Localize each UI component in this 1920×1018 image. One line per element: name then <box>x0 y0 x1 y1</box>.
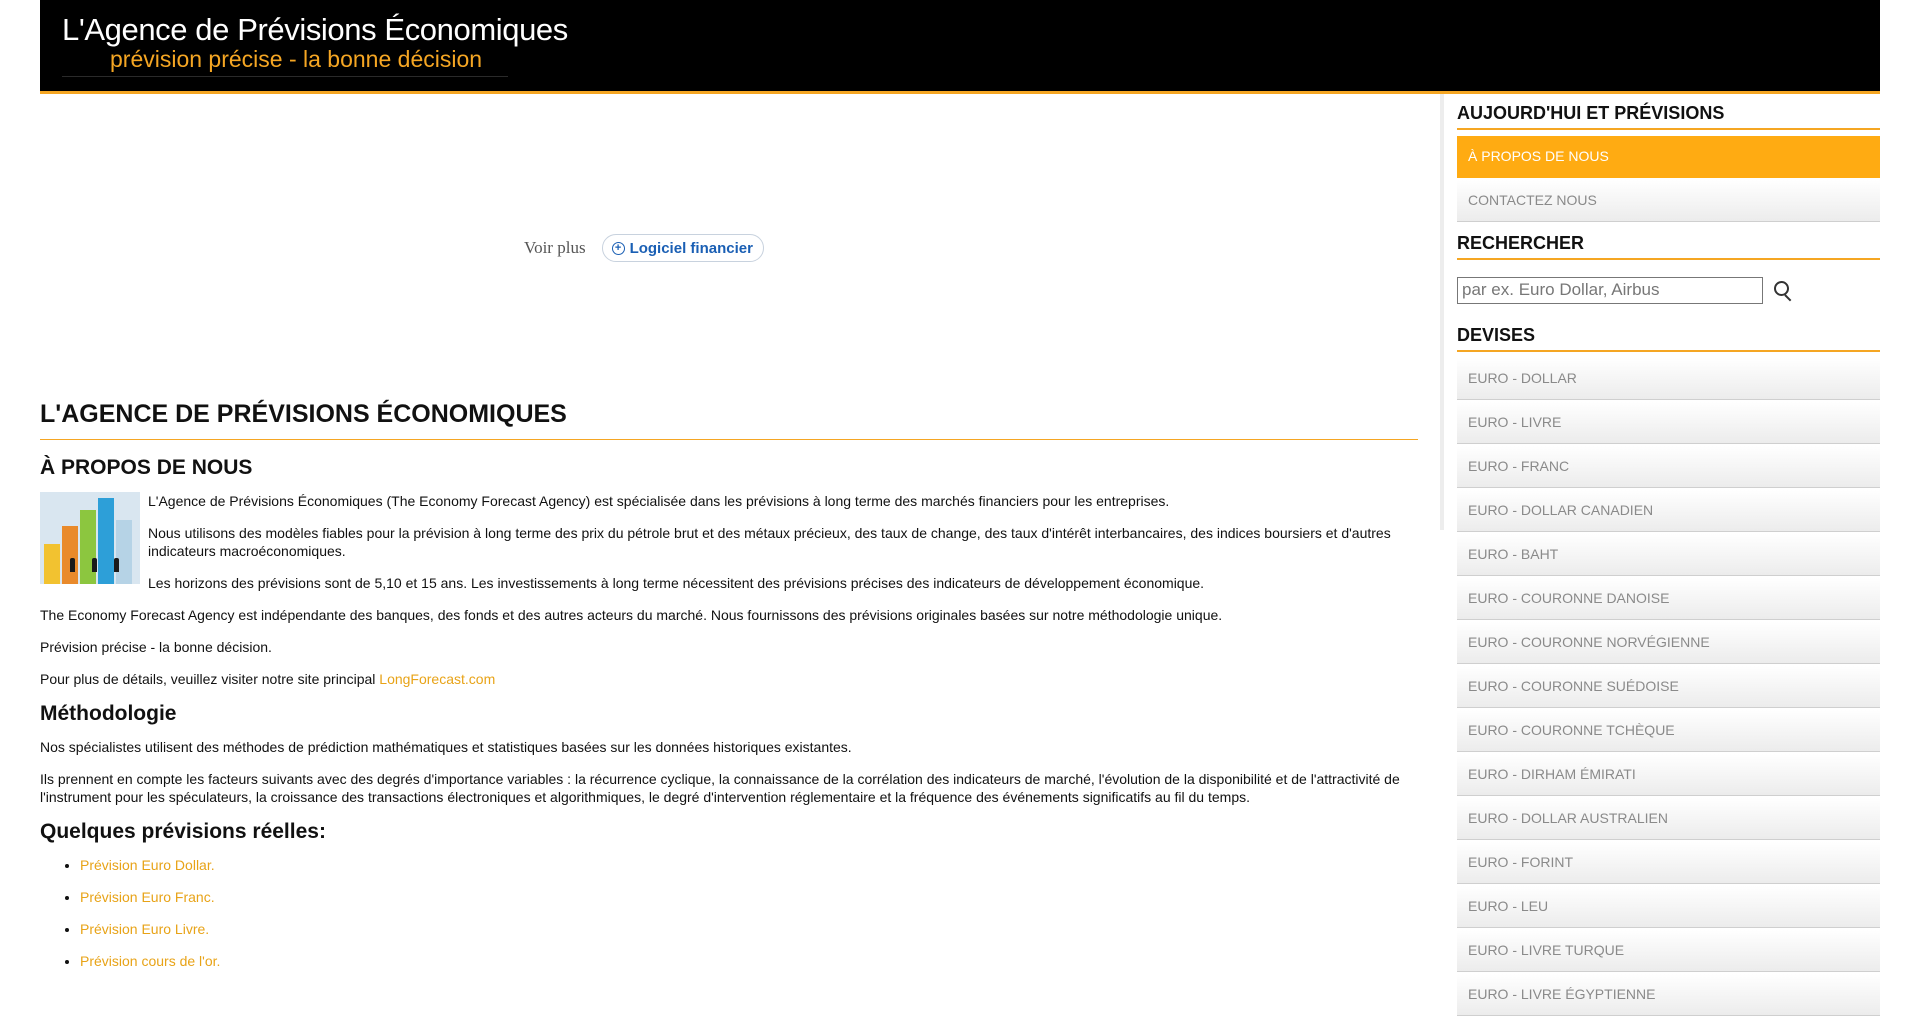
currency-item-euro-dollar[interactable]: EURO - DOLLAR <box>1457 358 1880 400</box>
image-person <box>70 558 75 572</box>
currency-item-euro-livre[interactable]: EURO - LIVRE <box>1457 402 1880 444</box>
list-item <box>80 888 1418 906</box>
about-heading: À PROPOS DE NOUS <box>40 456 253 479</box>
site-logo[interactable] <box>62 12 568 77</box>
image-person <box>114 558 119 572</box>
longforecast-link[interactable]: LongForecast.com <box>379 671 496 687</box>
currency-item-euro-dollar-australien[interactable]: EURO - DOLLAR AUSTRALIEN <box>1457 798 1880 840</box>
forecasts-heading: Quelques prévisions réelles: <box>40 820 326 843</box>
image-bar <box>98 498 114 584</box>
forecast-link-euro-dollar[interactable]: Prévision Euro Dollar. <box>80 857 215 873</box>
site-header <box>40 0 1880 94</box>
list-item <box>80 952 1418 970</box>
methodology-paragraph: Ils prennent en compte les facteurs suivants avec des degrés d'importance variables : la récurrence cyclique, la connaissance de la corrélation des indicateurs de marché, l'évolution de la disponibilité et de l'attractivité de l'instrument pour les spéculateurs, la croissance des transactions électroniques et algorithmiques, le degré d'intervention réglementaire et la fréquence des événements significatifs au fil du temps. <box>40 771 1400 805</box>
promo-label: Voir plus <box>524 238 586 257</box>
search-box <box>1457 268 1880 312</box>
currency-item-euro-couronne-norvegienne[interactable]: EURO - COURONNE NORVÉGIENNE <box>1457 622 1880 664</box>
ad-promo <box>524 234 764 262</box>
financial-software-button[interactable] <box>602 234 764 262</box>
currency-item-euro-livre-egyptienne[interactable]: EURO - LIVRE ÉGYPTIENNE <box>1457 974 1880 1016</box>
sidebar <box>1457 94 1880 1018</box>
details-paragraph <box>40 670 1418 688</box>
currency-item-euro-forint[interactable]: EURO - FORINT <box>1457 842 1880 884</box>
logo-tagline: prévision précise - la bonne décision <box>110 46 483 72</box>
forecast-link-euro-livre[interactable]: Prévision Euro Livre. <box>80 921 210 937</box>
magnifier-icon[interactable] <box>1773 280 1793 300</box>
details-text: Pour plus de détails, veuillez visiter notre site principal <box>40 671 380 687</box>
about-paragraph: The Economy Forecast Agency est indépendante des banques, des fonds et des autres acteurs du marché. Nous fournissons des prévisions originales basées sur notre méthodologie unique. <box>40 607 1223 623</box>
today-heading: AUJOURD'HUI ET PRÉVISIONS <box>1457 94 1880 130</box>
currency-item-euro-livre-turque[interactable]: EURO - LIVRE TURQUE <box>1457 930 1880 972</box>
currency-item-euro-couronne-danoise[interactable]: EURO - COURONNE DANOISE <box>1457 578 1880 620</box>
currency-item-euro-dollar-canadien[interactable]: EURO - DOLLAR CANADIEN <box>1457 490 1880 532</box>
currencies-heading: DEVISES <box>1457 316 1880 352</box>
currency-list <box>1457 358 1880 1016</box>
image-bar <box>44 544 60 584</box>
sidebar-item-contact[interactable]: CONTACTEZ NOUS <box>1457 180 1880 222</box>
forecast-link-euro-franc[interactable]: Prévision Euro Franc. <box>80 889 215 905</box>
about-paragraph: Prévision précise - la bonne décision. <box>40 639 272 655</box>
image-bar <box>116 520 132 584</box>
list-item <box>80 856 1418 874</box>
search-input[interactable] <box>1457 277 1763 304</box>
methodology-paragraph: Nos spécialistes utilisent des méthodes de prédiction mathématiques et statistiques basées sur les données historiques existantes. <box>40 739 852 755</box>
sidebar-nav <box>1457 136 1880 222</box>
currency-item-euro-franc[interactable]: EURO - FRANC <box>1457 446 1880 488</box>
image-bar <box>80 510 96 584</box>
currency-item-euro-couronne-tcheque[interactable]: EURO - COURONNE TCHÈQUE <box>1457 710 1880 752</box>
about-paragraph: Les horizons des prévisions sont de 5,10 et 15 ans. Les investissements à long terme nécessitent des prévisions précises des indicateurs de développement économique. <box>148 575 1205 591</box>
search-heading: RECHERCHER <box>1457 224 1880 260</box>
list-item <box>80 920 1418 938</box>
forecast-link-gold[interactable]: Prévision cours de l'or. <box>80 953 221 969</box>
plus-circle-icon: + <box>612 242 625 255</box>
sidebar-item-about[interactable]: À PROPOS DE NOUS <box>1457 136 1880 178</box>
currency-item-euro-leu[interactable]: EURO - LEU <box>1457 886 1880 928</box>
forecast-list <box>40 856 1418 970</box>
business-chart-image <box>40 492 140 584</box>
methodology-heading: Méthodologie <box>40 702 177 725</box>
about-paragraph: L'Agence de Prévisions Économiques (The Economy Forecast Agency) est spécialisée dans les prévisions à long terme des marchés financiers pour les entreprises. <box>148 493 1170 509</box>
currency-item-euro-couronne-suedoise[interactable]: EURO - COURONNE SUÉDOISE <box>1457 666 1880 708</box>
page-title: L'AGENCE DE PRÉVISIONS ÉCONOMIQUES <box>40 400 1418 440</box>
image-person <box>92 558 97 572</box>
about-paragraph: Nous utilisons des modèles fiables pour la prévision à long terme des prix du pétrole brut et des métaux précieux, des taux de change, des taux d'intérêt interbancaires, des indices boursiers et d'autres indicateurs macroéconomiques. <box>148 525 1391 559</box>
financial-software-label: Logiciel financier <box>629 239 753 257</box>
currency-item-euro-baht[interactable]: EURO - BAHT <box>1457 534 1880 576</box>
main-content <box>40 94 1418 993</box>
article-body <box>40 456 1418 984</box>
logo-title: L'Agence de Prévisions Économiques <box>62 12 568 47</box>
image-bar <box>62 526 78 584</box>
column-divider <box>1440 94 1444 530</box>
currency-item-euro-dirham-emirati[interactable]: EURO - DIRHAM ÉMIRATI <box>1457 754 1880 796</box>
